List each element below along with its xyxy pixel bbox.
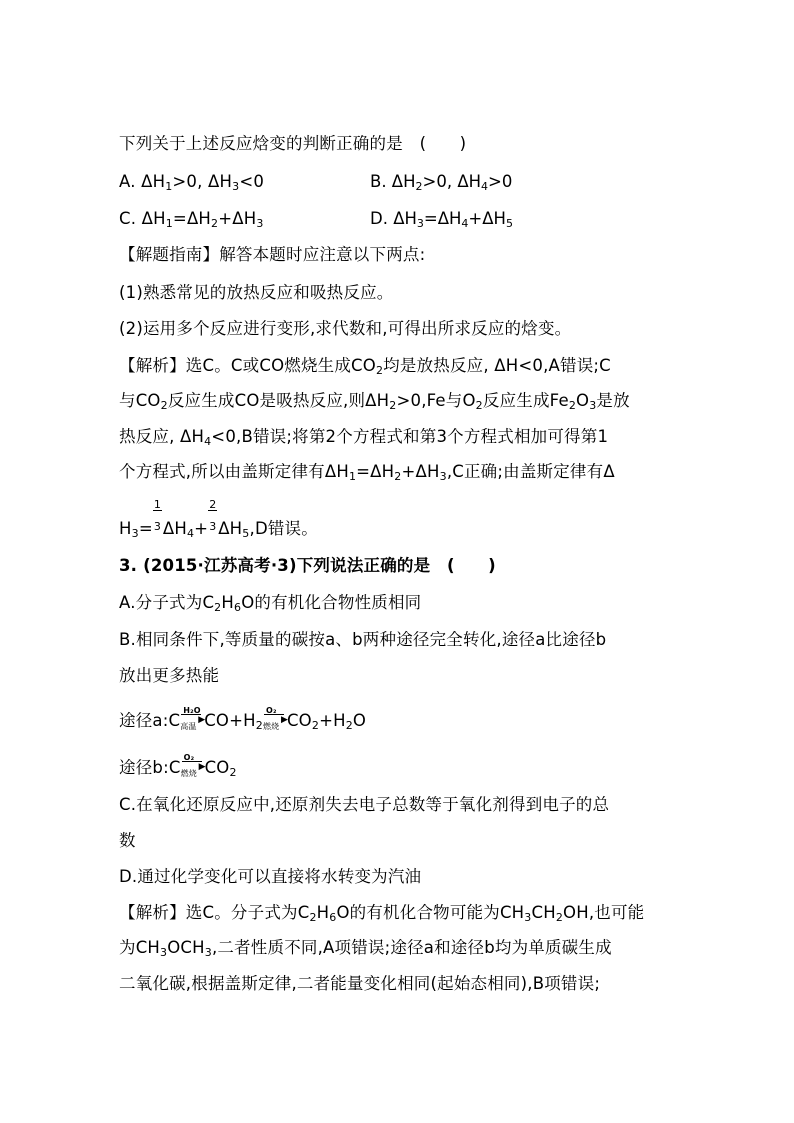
analysis2-line2: 为$CH_3OCH_3$,二者性质不同,A项错误;途径a和途径b均为单质碳生成 — [119, 938, 612, 959]
q3-option-c-line1: C.在氧化还原反应中,还原剂失去电子总数等于氧化剂得到电子的总 — [119, 795, 610, 814]
question-intro: 下列关于上述反应焓变的判断正确的是 ( ) — [119, 134, 467, 153]
fraction-two-thirds: $\frac{2}{3}$ — [209, 498, 217, 533]
guide-point-2: (2)运用多个反应进行变形,求代数和,可得出所求反应的焓变。 — [119, 319, 572, 338]
fraction-one-third: $\frac{1}{3}$ — [153, 498, 162, 533]
option-a: A. $\Delta H_1>0$, $\Delta H_3<0$ — [119, 172, 265, 193]
route-a: 途径a:C H₂O ▶ 高温 $CO+H_2$ O₂ ▶ 燃烧 $CO_2+H_2O$ — [119, 706, 367, 732]
analysis1-line5: $H_3=$ $\frac{1}{3}$ $\Delta H_4+$ $\frac{2}{3}$ $\Delta H_5,D$错误。 — [119, 498, 318, 540]
arrow-combustion-b: O₂ ▶ 燃烧 — [180, 753, 206, 778]
guide-title: 【解题指南】解答本题时应注意以下两点: — [119, 245, 426, 264]
arrow-combustion: O₂ ▶ 燃烧 — [262, 706, 289, 731]
route-b: 途径b:C O₂ ▶ 燃烧 $CO_2$ — [119, 753, 237, 779]
q3-option-a: A.分子式为$C_2H_6O$的有机化合物性质相同 — [119, 593, 422, 614]
q3-option-d: D.通过化学变化可以直接将水转变为汽油 — [119, 867, 422, 886]
guide-point-1: (1)熟悉常见的放热反应和吸热反应。 — [119, 283, 394, 302]
option-c: C. $\Delta H_1=\Delta H_2+\Delta H_3$ — [119, 209, 264, 230]
analysis2-line1: 【解析】选C。分子式为$C_2H_6O$的有机化合物可能为$CH_3CH_2OH$,也可能 — [119, 903, 645, 924]
q3-option-c-line2: 数 — [119, 831, 136, 850]
analysis2-line3: 二氧化碳,根据盖斯定律,二者能量变化相同(起始态相同),B项错误; — [119, 974, 601, 993]
analysis1-line2: 与$CO_2$反应生成CO是吸热反应,则$\Delta H_2>0,Fe$与$O_2$反应生成$Fe_2O_3$是放 — [119, 391, 630, 412]
question3-title: 3. (2015·江苏高考·3)下列说法正确的是 ( ) — [119, 556, 496, 575]
q3-option-b-line2: 放出更多热能 — [119, 666, 220, 685]
option-b: B. $\Delta H_2>0$, $\Delta H_4>0$ — [370, 172, 513, 193]
arrow-high-temp: H₂O ▶ 高温 — [180, 706, 206, 731]
analysis1-line1: 【解析】选C。C或CO燃烧生成$CO_2$均是放热反应, ΔH<0,A错误;C — [119, 356, 611, 377]
analysis1-line4: 个方程式,所以由盖斯定律有$\Delta H_1=\Delta H_2+\Delta H_3,C$正确;由盖斯定律有Δ — [119, 462, 615, 483]
analysis1-line3: 热反应, $\Delta H_4<0,B$错误;将第2个方程式和第3个方程式相加可得第1 — [119, 427, 609, 448]
option-d: D. $\Delta H_3=\Delta H_4+\Delta H_5$ — [370, 209, 513, 230]
q3-option-b-line1: B.相同条件下,等质量的碳按a、b两种途径完全转化,途径a比途径b — [119, 630, 607, 649]
